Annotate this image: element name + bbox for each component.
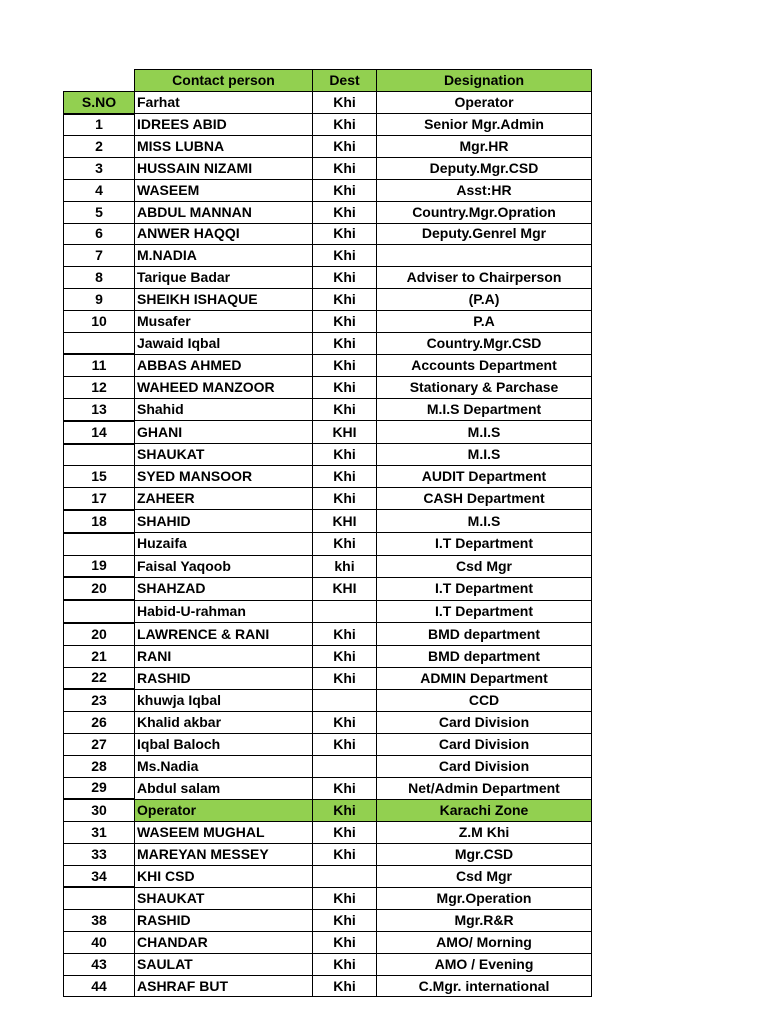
dest-cell: khi bbox=[313, 555, 377, 577]
contact-person-cell: LAWRENCE & RANI bbox=[135, 623, 313, 645]
sno-cell: 15 bbox=[64, 466, 135, 488]
contact-sheet-body bbox=[64, 70, 592, 997]
contact-person-cell: Jawaid Iqbal bbox=[135, 332, 313, 354]
dest-cell: Khi bbox=[313, 645, 377, 667]
designation-cell: Mgr.CSD bbox=[377, 843, 592, 865]
designation-cell: Asst:HR bbox=[377, 179, 592, 201]
dest-cell: Khi bbox=[313, 822, 377, 844]
designation-cell: (P.A) bbox=[377, 288, 592, 310]
table-row bbox=[64, 444, 592, 466]
designation-cell: CCD bbox=[377, 689, 592, 711]
table-row bbox=[64, 310, 592, 332]
sno-cell bbox=[64, 887, 135, 909]
designation-cell: Country.Mgr.Opration bbox=[377, 201, 592, 223]
designation-cell: AMO / Evening bbox=[377, 953, 592, 975]
table-row bbox=[64, 712, 592, 734]
designation-cell: BMD department bbox=[377, 623, 592, 645]
table-row bbox=[64, 510, 592, 533]
table-row bbox=[64, 600, 592, 623]
dest-cell: Khi bbox=[313, 136, 377, 158]
table-row bbox=[64, 667, 592, 689]
dest-cell: Khi bbox=[313, 623, 377, 645]
sno-cell: 30 bbox=[64, 799, 135, 821]
dest-cell: Khi bbox=[313, 179, 377, 201]
dest-cell: Khi bbox=[313, 158, 377, 180]
dest-cell: KHI bbox=[313, 421, 377, 444]
contact-person-cell: Tarique Badar bbox=[135, 267, 313, 289]
designation-cell: M.I.S bbox=[377, 444, 592, 466]
table-row bbox=[64, 799, 592, 821]
contact-person-cell: WAHEED MANZOOR bbox=[135, 377, 313, 399]
sno-cell: 13 bbox=[64, 398, 135, 420]
table-row bbox=[64, 822, 592, 844]
sno-cell: 17 bbox=[64, 488, 135, 510]
dest-cell: Khi bbox=[313, 712, 377, 734]
dest-cell: Khi bbox=[313, 354, 377, 376]
dest-cell: KHI bbox=[313, 510, 377, 533]
designation-cell: Mgr.R&R bbox=[377, 910, 592, 932]
table-row bbox=[64, 755, 592, 777]
sno-cell bbox=[64, 332, 135, 354]
contact-person-cell: Habid-U-rahman bbox=[135, 600, 313, 623]
contact-person-cell: HUSSAIN NIZAMI bbox=[135, 158, 313, 180]
designation-cell: AUDIT Department bbox=[377, 466, 592, 488]
dest-cell bbox=[313, 600, 377, 623]
designation-cell: Senior Mgr.Admin bbox=[377, 114, 592, 136]
designation-cell: Csd Mgr bbox=[377, 555, 592, 577]
contact-person-cell: Musafer bbox=[135, 310, 313, 332]
designation-cell bbox=[377, 245, 592, 267]
sno-cell: 29 bbox=[64, 777, 135, 799]
sno-cell: 28 bbox=[64, 755, 135, 777]
sno-cell: 20 bbox=[64, 623, 135, 645]
contact-person-cell: SYED MANSOOR bbox=[135, 466, 313, 488]
dest-cell: Khi bbox=[313, 910, 377, 932]
sno-cell: 23 bbox=[64, 689, 135, 711]
sno-cell: 19 bbox=[64, 555, 135, 577]
dest-cell: Khi bbox=[313, 114, 377, 136]
dest-cell: Khi bbox=[313, 245, 377, 267]
table-row bbox=[64, 201, 592, 223]
designation-cell: I.T Department bbox=[377, 533, 592, 555]
contact-person-cell: RANI bbox=[135, 645, 313, 667]
sno-cell: 10 bbox=[64, 310, 135, 332]
table-row bbox=[64, 910, 592, 932]
sno-cell bbox=[64, 600, 135, 623]
designation-cell: Operator bbox=[377, 91, 592, 113]
designation-cell: Card Division bbox=[377, 755, 592, 777]
table-row bbox=[64, 932, 592, 954]
table-row bbox=[64, 953, 592, 975]
dest-cell: Khi bbox=[313, 953, 377, 975]
contact-person-cell: Khalid akbar bbox=[135, 712, 313, 734]
contact-person-cell: ABDUL MANNAN bbox=[135, 201, 313, 223]
dest-cell: Khi bbox=[313, 975, 377, 997]
dest-cell: Khi bbox=[313, 267, 377, 289]
sno-cell: 8 bbox=[64, 267, 135, 289]
dest-cell bbox=[313, 865, 377, 887]
sno-cell: 9 bbox=[64, 288, 135, 310]
designation-cell: M.I.S Department bbox=[377, 398, 592, 420]
contact-person-cell: MISS LUBNA bbox=[135, 136, 313, 158]
sno-cell: 38 bbox=[64, 910, 135, 932]
sno-cell: 26 bbox=[64, 712, 135, 734]
header-contact-person: Contact person bbox=[135, 70, 313, 92]
sno-cell: 11 bbox=[64, 354, 135, 376]
sno-cell: 31 bbox=[64, 822, 135, 844]
contact-person-cell: SHAHZAD bbox=[135, 577, 313, 600]
contact-person-cell: ANWER HAQQI bbox=[135, 223, 313, 245]
dest-cell: Khi bbox=[313, 310, 377, 332]
contact-person-cell: ZAHEER bbox=[135, 488, 313, 510]
dest-cell: Khi bbox=[313, 667, 377, 689]
table-row bbox=[64, 136, 592, 158]
table-row bbox=[64, 533, 592, 555]
sno-cell: 2 bbox=[64, 136, 135, 158]
sno-cell: 6 bbox=[64, 223, 135, 245]
table-row bbox=[64, 245, 592, 267]
dest-cell: Khi bbox=[313, 466, 377, 488]
header-dest: Dest bbox=[313, 70, 377, 92]
contact-person-cell: ASHRAF BUT bbox=[135, 975, 313, 997]
dest-cell: Khi bbox=[313, 444, 377, 466]
sno-cell: 5 bbox=[64, 201, 135, 223]
designation-cell: Net/Admin Department bbox=[377, 777, 592, 799]
contact-person-cell: Ms.Nadia bbox=[135, 755, 313, 777]
table-row bbox=[64, 488, 592, 510]
contact-person-cell: Iqbal Baloch bbox=[135, 733, 313, 755]
dest-cell: Khi bbox=[313, 288, 377, 310]
designation-cell: Country.Mgr.CSD bbox=[377, 332, 592, 354]
contact-sheet-table bbox=[63, 69, 592, 997]
dest-cell: Khi bbox=[313, 777, 377, 799]
sno-cell: S.NO bbox=[64, 91, 135, 113]
table-row bbox=[64, 577, 592, 600]
sno-cell: 20 bbox=[64, 577, 135, 600]
designation-cell: M.I.S bbox=[377, 510, 592, 533]
designation-cell: I.T Department bbox=[377, 600, 592, 623]
contact-person-cell: WASEEM MUGHAL bbox=[135, 822, 313, 844]
dest-cell: KHI bbox=[313, 577, 377, 600]
contact-person-cell: GHANI bbox=[135, 421, 313, 444]
table-row bbox=[64, 623, 592, 645]
table-row bbox=[64, 865, 592, 887]
table-row bbox=[64, 114, 592, 136]
designation-cell: BMD department bbox=[377, 645, 592, 667]
sno-cell: 14 bbox=[64, 421, 135, 444]
dest-cell: Khi bbox=[313, 223, 377, 245]
contact-person-cell: SHAUKAT bbox=[135, 887, 313, 909]
designation-cell: Accounts Department bbox=[377, 354, 592, 376]
designation-cell: I.T Department bbox=[377, 577, 592, 600]
contact-person-cell: Huzaifa bbox=[135, 533, 313, 555]
table-row bbox=[64, 645, 592, 667]
sno-cell: 27 bbox=[64, 733, 135, 755]
contact-person-cell: Shahid bbox=[135, 398, 313, 420]
contact-person-cell: khuwja Iqbal bbox=[135, 689, 313, 711]
table-row bbox=[64, 777, 592, 799]
table-row bbox=[64, 975, 592, 997]
header-designation: Designation bbox=[377, 70, 592, 92]
sno-cell bbox=[64, 533, 135, 555]
table-row bbox=[64, 377, 592, 399]
designation-cell: Mgr.HR bbox=[377, 136, 592, 158]
contact-person-cell: IDREES ABID bbox=[135, 114, 313, 136]
dest-cell: Khi bbox=[313, 398, 377, 420]
designation-cell: Deputy.Mgr.CSD bbox=[377, 158, 592, 180]
contact-person-cell: WASEEM bbox=[135, 179, 313, 201]
dest-cell bbox=[313, 755, 377, 777]
table-row bbox=[64, 421, 592, 444]
table-row bbox=[64, 267, 592, 289]
table-row bbox=[64, 733, 592, 755]
sno-cell: 44 bbox=[64, 975, 135, 997]
contact-person-cell: ABBAS AHMED bbox=[135, 354, 313, 376]
sno-cell: 40 bbox=[64, 932, 135, 954]
sno-cell: 18 bbox=[64, 510, 135, 533]
table-row bbox=[64, 179, 592, 201]
dest-cell: Khi bbox=[313, 332, 377, 354]
header-blank-cell bbox=[64, 70, 135, 92]
contact-person-cell: RASHID bbox=[135, 667, 313, 689]
table-row bbox=[64, 555, 592, 577]
designation-cell: CASH Department bbox=[377, 488, 592, 510]
dest-cell: Khi bbox=[313, 201, 377, 223]
sno-cell: 34 bbox=[64, 865, 135, 887]
dest-cell: Khi bbox=[313, 377, 377, 399]
designation-cell: Mgr.Operation bbox=[377, 887, 592, 909]
table-row bbox=[64, 689, 592, 711]
sno-cell: 3 bbox=[64, 158, 135, 180]
designation-cell: Deputy.Genrel Mgr bbox=[377, 223, 592, 245]
sno-cell: 4 bbox=[64, 179, 135, 201]
dest-cell: Khi bbox=[313, 932, 377, 954]
contact-person-cell: RASHID bbox=[135, 910, 313, 932]
designation-cell: Adviser to Chairperson bbox=[377, 267, 592, 289]
designation-cell: Z.M Khi bbox=[377, 822, 592, 844]
table-row bbox=[64, 466, 592, 488]
table-row bbox=[64, 354, 592, 376]
table-row bbox=[64, 91, 592, 113]
contact-person-cell: KHI CSD bbox=[135, 865, 313, 887]
table-row bbox=[64, 332, 592, 354]
dest-cell bbox=[313, 689, 377, 711]
contact-person-cell: Operator bbox=[135, 799, 313, 821]
contact-person-cell: SAULAT bbox=[135, 953, 313, 975]
contact-person-cell: MAREYAN MESSEY bbox=[135, 843, 313, 865]
table-row bbox=[64, 223, 592, 245]
designation-cell: P.A bbox=[377, 310, 592, 332]
dest-cell: Khi bbox=[313, 733, 377, 755]
sno-cell: 33 bbox=[64, 843, 135, 865]
designation-cell: Stationary & Parchase bbox=[377, 377, 592, 399]
designation-cell: Card Division bbox=[377, 712, 592, 734]
dest-cell: Khi bbox=[313, 843, 377, 865]
designation-cell: M.I.S bbox=[377, 421, 592, 444]
sno-cell: 1 bbox=[64, 114, 135, 136]
contact-person-cell: Abdul salam bbox=[135, 777, 313, 799]
contact-person-cell: SHAUKAT bbox=[135, 444, 313, 466]
sno-cell: 43 bbox=[64, 953, 135, 975]
dest-cell: Khi bbox=[313, 488, 377, 510]
contact-person-cell: M.NADIA bbox=[135, 245, 313, 267]
designation-cell: AMO/ Morning bbox=[377, 932, 592, 954]
contact-person-cell: SHEIKH ISHAQUE bbox=[135, 288, 313, 310]
dest-cell: Khi bbox=[313, 887, 377, 909]
sno-cell: 21 bbox=[64, 645, 135, 667]
table-row bbox=[64, 158, 592, 180]
sno-cell: 22 bbox=[64, 667, 135, 689]
table-row bbox=[64, 887, 592, 909]
designation-cell: Karachi Zone bbox=[377, 799, 592, 821]
table-row bbox=[64, 843, 592, 865]
sno-cell: 12 bbox=[64, 377, 135, 399]
contact-person-cell: CHANDAR bbox=[135, 932, 313, 954]
table-row bbox=[64, 398, 592, 420]
designation-cell: Csd Mgr bbox=[377, 865, 592, 887]
sno-cell bbox=[64, 444, 135, 466]
table-row bbox=[64, 288, 592, 310]
contact-person-cell: Faisal Yaqoob bbox=[135, 555, 313, 577]
designation-cell: Card Division bbox=[377, 733, 592, 755]
dest-cell: Khi bbox=[313, 533, 377, 555]
sno-cell: 7 bbox=[64, 245, 135, 267]
designation-cell: ADMIN Department bbox=[377, 667, 592, 689]
contact-person-cell: SHAHID bbox=[135, 510, 313, 533]
contact-person-cell: Farhat bbox=[135, 91, 313, 113]
dest-cell: Khi bbox=[313, 799, 377, 821]
header-row bbox=[64, 70, 592, 92]
dest-cell: Khi bbox=[313, 91, 377, 113]
designation-cell: C.Mgr. international bbox=[377, 975, 592, 997]
